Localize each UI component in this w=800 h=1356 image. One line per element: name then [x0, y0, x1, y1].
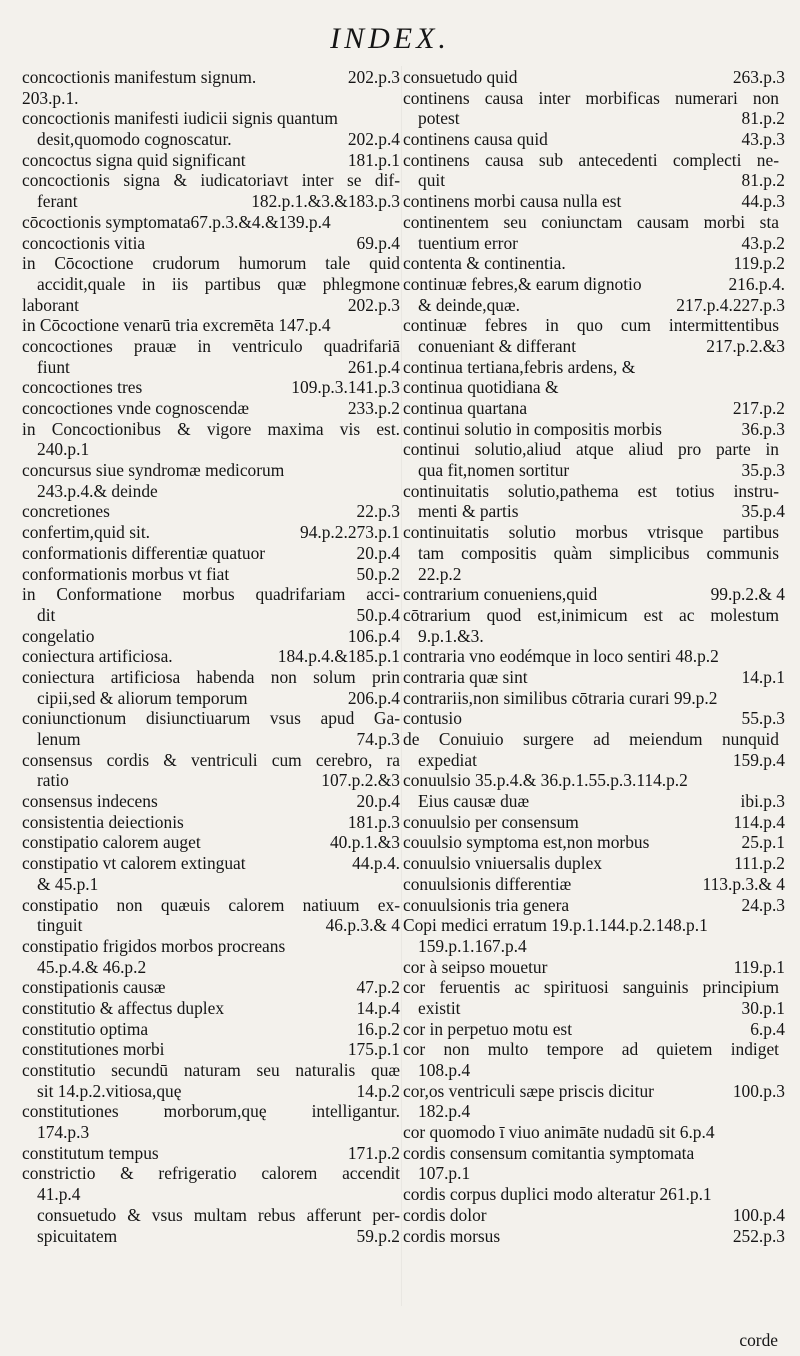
- index-entry-text: quit: [418, 170, 446, 191]
- index-entry-text: concoctus signa quid significant: [22, 149, 246, 170]
- index-entry-text: concoctionis signa & iudicatoriavt inter se dif-: [22, 170, 400, 191]
- index-entry-ref: 74.p.3: [356, 729, 400, 749]
- index-entry-text: 41.p.4: [37, 1184, 81, 1205]
- index-entry-text: accidit,quale in iis partibus quæ phlegmone: [37, 273, 400, 294]
- index-entry-text: lenum: [37, 729, 81, 749]
- index-entry-ref: 99.p.2.& 4: [710, 584, 785, 605]
- index-entry-line: [22, 1101, 400, 1122]
- index-entry-line: [22, 936, 400, 957]
- index-entry-line: [403, 273, 785, 295]
- index-entry-ref: 40.p.1.&3: [329, 832, 400, 853]
- index-entry-text: cōtrarium quod est,inimicum est ac molestum: [403, 604, 779, 625]
- index-entry-line: [403, 1080, 785, 1102]
- index-entry-line: [22, 915, 400, 936]
- index-entry-ref: 233.p.2: [347, 398, 400, 418]
- index-entry-text: & deinde,quæ.: [418, 294, 520, 315]
- index-entry-line: [22, 791, 400, 812]
- index-entry-text: desit,quomodo cognoscatur.: [37, 129, 232, 150]
- index-entry-text: conuulsio 35.p.4.& 36.p.1.55.p.3.114.p.2: [403, 770, 688, 791]
- index-entry-text: cordis dolor: [403, 1204, 487, 1225]
- index-entry-text: 22.p.2: [418, 563, 462, 584]
- index-entry-line: [22, 357, 400, 378]
- index-entry-text: concoctiones tres: [22, 377, 143, 398]
- index-entry-line: [403, 605, 779, 626]
- index-entry-text: laborant: [22, 294, 79, 315]
- index-entry-text: constitutiones morborum,quę intelligantur.: [22, 1101, 400, 1122]
- index-entry-ref: 81.p.2: [741, 170, 785, 191]
- index-entry-line: [22, 626, 400, 647]
- index-entry-line: [403, 626, 779, 647]
- index-entry-line: [22, 88, 400, 109]
- index-entry-ref: 36.p.3: [741, 418, 785, 439]
- index-entry-text: continens causa inter morbificas numerari non: [403, 87, 779, 108]
- index-entry-line: [22, 1039, 400, 1060]
- index-entry-text: continuitatis solutio,pathema est totius instru-: [403, 480, 779, 501]
- index-entry-line: [22, 1122, 400, 1143]
- index-entry-line: [22, 543, 400, 564]
- index-entry-ref: 6.p.4: [750, 1018, 785, 1039]
- index-entry-ref: 35.p.3: [741, 460, 785, 481]
- index-entry-line: [403, 377, 779, 398]
- index-entry-line: [22, 1205, 400, 1226]
- index-entry-line: [403, 232, 785, 254]
- index-entry-line: [22, 564, 400, 585]
- index-entry-line: [403, 646, 779, 667]
- index-entry-ref: 119.p.2: [733, 253, 785, 274]
- index-entry-line: [403, 1122, 779, 1143]
- index-entry-ref: 206.p.4: [347, 687, 400, 708]
- index-entry-line: [22, 1143, 400, 1164]
- index-entry-ref: 181.p.3: [347, 811, 400, 832]
- index-entry-line: [403, 915, 779, 936]
- index-entry-line: [22, 233, 400, 254]
- index-entry-text: 45.p.4.& 46.p.2: [37, 956, 147, 977]
- index-entry-text: contenta & continentia.: [403, 253, 566, 274]
- index-entry-text: confertim,quid sit.: [22, 522, 150, 543]
- index-entry-text: cor à seipso mouetur: [403, 956, 548, 977]
- index-entry-text: continua tertiana,febris ardens, &: [403, 356, 636, 377]
- index-entry-text: 182.p.4: [418, 1101, 471, 1122]
- index-entry-ref: 261.p.4: [347, 356, 400, 377]
- index-entry-line: [403, 873, 785, 895]
- index-entry-line: [403, 335, 785, 357]
- index-entry-text: tam compositis quàm simplicibus communis: [418, 542, 779, 563]
- index-entry-line: [22, 750, 400, 771]
- index-entry-text: consistentia deiectionis: [22, 811, 184, 832]
- index-entry-text: constitutio optima: [22, 1018, 149, 1039]
- index-entry-line: [22, 729, 400, 750]
- index-entry-ref: 44.p.4.: [352, 853, 400, 874]
- index-entry-line: [403, 811, 785, 833]
- index-entry-ref: 171.p.2: [347, 1142, 400, 1163]
- index-entry-ref: 24.p.3: [741, 894, 785, 915]
- index-entry-line: [403, 1143, 779, 1164]
- index-entry-text: continui solutio,aliud atque aliud pro parte in: [403, 439, 779, 460]
- index-entry-line: [22, 274, 400, 295]
- index-entry-text: couulsio symptoma est,non morbus: [403, 832, 650, 853]
- index-entry-text: qua fit,nomen sortitur: [418, 460, 570, 481]
- index-entry-line: [403, 1204, 785, 1226]
- index-entry-line: [403, 129, 785, 150]
- index-entry-line: [403, 170, 785, 191]
- index-entry-text: constitutum tempus: [22, 1142, 159, 1163]
- index-entry-text: cor in perpetuo motu est: [403, 1018, 573, 1039]
- index-entry-text: consuetudo quid: [403, 67, 518, 87]
- index-entry-line: [22, 853, 400, 874]
- index-entry-text: cipii,sed & aliorum temporum: [37, 687, 248, 708]
- index-entry-text: conformationis differentiæ quatuor: [22, 542, 266, 563]
- index-entry-line: [403, 1039, 779, 1060]
- index-entry-ref: 55.p.3: [741, 708, 785, 729]
- index-entry-text: constipatio vt calorem extinguat: [22, 853, 246, 874]
- index-entry-line: [403, 67, 785, 88]
- index-entry-text: continens causa quid: [403, 129, 548, 150]
- index-entry-text: 203.p.1.: [22, 87, 79, 108]
- index-entry-ref: 25.p.1: [741, 832, 785, 853]
- index-entry-line: [22, 253, 400, 274]
- index-entry-line: [403, 191, 785, 212]
- index-entry-text: in Conformatione morbus quadrifariam acci-: [22, 584, 400, 605]
- index-entry-line: [403, 212, 779, 233]
- catchword: corde: [739, 1330, 778, 1350]
- index-entry-text: spicuitatem: [37, 1225, 118, 1246]
- index-entry-text: constitutio & affectus duplex: [22, 997, 225, 1018]
- index-entry-ref: 181.p.1: [347, 149, 400, 170]
- index-entry-text: continuæ febres in quo cum intermittentibus: [403, 315, 779, 336]
- index-entry-text: 9.p.1.&3.: [418, 625, 484, 646]
- index-entry-line: [403, 791, 785, 812]
- index-entry-text: 174.p.3: [37, 1122, 90, 1143]
- index-entry-line: [22, 895, 400, 916]
- index-entry-text: continua quotidiana &: [403, 377, 559, 398]
- index-entry-line: [403, 729, 779, 750]
- index-entry-text: coniunctionum disiunctiuarum vsus apud Ga-: [22, 708, 400, 729]
- index-column-left: [22, 67, 400, 1246]
- index-entry-line: [403, 294, 785, 316]
- index-entry-text: conuulsio vniuersalis duplex: [403, 853, 602, 874]
- index-entry-line: [22, 1163, 400, 1184]
- index-entry-text: concoctiones vnde cognoscendæ: [22, 398, 249, 418]
- index-entry-line: [403, 853, 785, 874]
- index-entry-line: [22, 605, 400, 626]
- index-entry-line: [22, 315, 400, 336]
- index-entry-text: contusio: [403, 708, 462, 729]
- index-entry-line: [403, 439, 779, 460]
- index-entry-text: consuetudo & vsus multam rebus afferunt per-: [37, 1204, 400, 1225]
- index-entry-text: conuulsionis differentiæ: [403, 873, 572, 894]
- index-entry-ref: ibi.p.3: [740, 791, 785, 812]
- index-entry-text: constipatio calorem auget: [22, 832, 201, 853]
- index-entry-line: [22, 1081, 400, 1102]
- index-entry-ref: 30.p.1: [741, 997, 785, 1018]
- index-entry-line: [22, 977, 400, 998]
- index-entry-text: existit: [418, 997, 461, 1018]
- index-entry-text: coniectura artificiosa.: [22, 646, 173, 667]
- index-entry-text: 107.p.1: [418, 1163, 471, 1184]
- index-column-right: [403, 67, 785, 1246]
- column-gutter: [401, 66, 402, 1306]
- index-entry-ref: 217.p.2: [732, 398, 785, 418]
- index-entry-ref: 159.p.4: [732, 749, 785, 770]
- index-entry-line: [403, 150, 779, 171]
- index-entry-text: cor non multo tempore ad quietem indiget: [403, 1039, 779, 1060]
- index-entry-text: continens morbi causa nulla est: [403, 191, 622, 212]
- index-entry-line: [403, 501, 785, 522]
- index-entry-line: [403, 1060, 779, 1081]
- index-entry-text: continuæ febres,& earum dignotio: [403, 273, 642, 294]
- index-entry-line: [403, 688, 779, 709]
- index-entry-line: [403, 357, 779, 378]
- index-entry-line: [22, 832, 400, 853]
- index-entry-line: [22, 67, 400, 88]
- index-entry-text: contraria vno eodémque in loco sentiri 48.p.2: [403, 646, 719, 667]
- index-entry-line: [22, 584, 400, 605]
- index-entry-text: tinguit: [37, 915, 83, 936]
- index-entry-ref: 111.p.2: [734, 853, 785, 874]
- index-entry-ref: 43.p.2: [741, 232, 785, 253]
- index-entry-ref: 44.p.3: [741, 191, 785, 212]
- index-entry-ref: 35.p.4: [741, 501, 785, 522]
- index-entry-text: cōcoctionis symptomata67.p.3.&4.&139.p.4: [22, 211, 331, 232]
- index-entry-ref: 182.p.1.&3.&183.p.3: [251, 191, 400, 212]
- index-entry-line: [403, 564, 779, 585]
- index-entry-text: conuulsio per consensum: [403, 811, 579, 832]
- index-entry-text: 240.p.1: [37, 439, 90, 460]
- index-entry-line: [22, 522, 400, 543]
- index-entry-text: contraria quæ sint: [403, 666, 528, 687]
- index-entry-line: [22, 998, 400, 1019]
- index-entry-line: [403, 1184, 779, 1205]
- index-entry-line: [403, 108, 785, 129]
- index-entry-line: [22, 1184, 400, 1205]
- index-entry-ref: 20.p.4: [356, 791, 400, 812]
- index-entry-text: contrariis,non similibus cōtraria curari 99.p.2: [403, 687, 718, 708]
- index-entry-text: Copi medici erratum 19.p.1.144.p.2.148.p.1: [403, 915, 708, 936]
- index-entry-text: sit 14.p.2.vitiosa,quę: [37, 1080, 182, 1101]
- index-entry-line: [22, 129, 400, 150]
- index-entry-ref: 100.p.3: [732, 1080, 785, 1101]
- index-entry-line: [403, 936, 779, 957]
- index-entry-line: [22, 336, 400, 357]
- index-entry-text: menti & partis: [418, 501, 519, 522]
- index-entry-ref: 202.p.4: [347, 129, 400, 150]
- index-entry-line: [22, 170, 400, 191]
- index-entry-ref: 106.p.4: [347, 625, 400, 646]
- index-entry-ref: 22.p.3: [356, 501, 400, 522]
- index-entry-ref: 14.p.4: [356, 997, 400, 1018]
- index-entry-text: cordis consensum comitantia symptomata: [403, 1142, 695, 1163]
- index-entry-text: Eius causæ duæ: [418, 791, 530, 812]
- index-entry-ref: 263.p.3: [732, 67, 785, 87]
- index-entry-line: [22, 419, 400, 440]
- index-entry-ref: 217.p.2.&3: [706, 335, 785, 356]
- index-entry-ref: 119.p.1: [733, 956, 785, 977]
- index-entry-ref: 216.p.4.: [728, 273, 785, 294]
- index-entry-text: 243.p.4.& deinde: [37, 480, 158, 501]
- index-entry-ref: 114.p.4: [733, 811, 785, 832]
- index-entry-text: coniectura artificiosa habenda non solum prin: [22, 666, 400, 687]
- index-entry-line: [403, 418, 785, 440]
- index-entry-text: constipatio non quæuis calorem natiuum ex-: [22, 894, 400, 915]
- index-entry-text: consensus cordis & ventriculi cum cerebro, ra: [22, 749, 400, 770]
- index-entry-line: [22, 439, 400, 460]
- index-entry-ref: 16.p.2: [356, 1018, 400, 1039]
- index-entry-ref: 69.p.4: [356, 232, 400, 253]
- index-entry-line: [403, 832, 785, 853]
- index-entry-text: dit: [37, 604, 56, 625]
- index-entry-ref: 81.p.2: [741, 108, 785, 129]
- index-entry-text: ratio: [37, 770, 69, 791]
- index-entry-line: [403, 522, 779, 543]
- index-entry-line: [22, 957, 400, 978]
- index-entry-line: [403, 997, 785, 1019]
- index-entry-line: [22, 874, 400, 895]
- index-entry-ref: 43.p.3: [741, 129, 785, 150]
- index-entry-ref: 184.p.4.&185.p.1: [277, 646, 400, 667]
- index-entry-line: [403, 1101, 779, 1122]
- index-entry-text: continui solutio in compositis morbis: [403, 418, 662, 439]
- index-entry-text: constipationis causæ: [22, 977, 166, 998]
- index-entry-line: [403, 770, 779, 791]
- index-entry-text: in Concoctionibus & vigore maxima vis est.: [22, 418, 400, 439]
- index-entry-line: [403, 708, 785, 729]
- index-entry-text: constrictio & refrigeratio calorem accendit: [22, 1163, 400, 1184]
- index-entry-line: [22, 108, 400, 129]
- index-entry-line: [22, 398, 400, 419]
- index-entry-line: [403, 460, 785, 481]
- index-entry-ref: 46.p.3.& 4: [325, 915, 400, 936]
- index-entry-ref: 109.p.3.141.p.3: [291, 377, 400, 398]
- index-entry-line: [403, 315, 779, 336]
- index-entry-line: [403, 1163, 779, 1184]
- index-entry-text: conuulsionis tria genera: [403, 894, 570, 915]
- index-entry-ref: 50.p.2: [356, 563, 400, 584]
- index-entry-line: [22, 377, 400, 398]
- index-entry-text: congelatio: [22, 625, 95, 646]
- index-entry-line: [22, 646, 400, 667]
- index-entry-ref: 100.p.4: [732, 1204, 785, 1225]
- index-entry-line: [403, 253, 785, 274]
- index-entry-ref: 202.p.3: [347, 294, 400, 315]
- index-entry-ref: 47.p.2: [356, 977, 400, 998]
- index-entry-line: [22, 667, 400, 688]
- index-entry-line: [403, 977, 779, 998]
- index-entry-line: [22, 212, 400, 233]
- index-entry-text: concoctionis vitia: [22, 232, 146, 253]
- index-entry-ref: 14.p.2: [356, 1080, 400, 1101]
- index-entry-line: [22, 708, 400, 729]
- index-entry-text: in Cōcoctione crudorum humorum tale quid: [22, 253, 400, 274]
- index-entry-text: conformationis morbus vt fiat: [22, 563, 230, 584]
- index-entry-text: constitutio secundū naturam seu naturalis quæ: [22, 1060, 400, 1080]
- index-entry-line: [403, 1018, 785, 1040]
- index-entry-text: fiunt: [37, 356, 70, 377]
- index-entry-text: tuentium error: [418, 232, 518, 253]
- index-entry-text: cor feruentis ac spirituosi sanguinis principium: [403, 977, 779, 998]
- index-entry-text: in Cōcoctione venarū tria excremēta 147.p.4: [22, 315, 331, 336]
- index-entry-ref: 107.p.2.&3: [321, 770, 400, 791]
- index-entry-line: [403, 749, 785, 771]
- index-entry-text: concursus siue syndromæ medicorum: [22, 460, 285, 481]
- index-entry-text: conueniant & differant: [418, 335, 577, 356]
- index-entry-text: concoctiones prauæ in ventriculo quadrifariā: [22, 335, 400, 356]
- index-entry-text: concoctionis manifestum signum.: [22, 67, 257, 87]
- index-entry-text: contrarium conueniens,quid: [403, 584, 598, 605]
- index-entry-line: [22, 812, 400, 833]
- index-entry-line: [22, 191, 400, 212]
- index-entry-text: continuitatis solutio morbus vtrisque partibus: [403, 522, 779, 543]
- index-entry-line: [22, 460, 400, 481]
- index-entry-text: cor,os ventriculi sæpe priscis dicitur: [403, 1080, 654, 1101]
- index-entry-text: constipatio frigidos morbos procreans: [22, 935, 286, 956]
- index-entry-text: consensus indecens: [22, 791, 158, 812]
- index-entry-text: constitutiones morbi: [22, 1039, 165, 1060]
- page-header-text: INDEX.: [330, 22, 450, 55]
- index-entry-line: [403, 956, 785, 978]
- index-entry-text: concoctionis manifesti iudicii signis quantum: [22, 108, 338, 129]
- index-entry-ref: 217.p.4.227.p.3: [676, 294, 785, 315]
- index-entry-text: potest: [418, 108, 460, 129]
- index-entry-line: [22, 150, 400, 171]
- index-entry-text: cordis morsus: [403, 1225, 501, 1246]
- index-entry-text: de Conuiuio surgere ad meiendum nunquid: [403, 729, 779, 749]
- index-entry-line: [22, 1226, 400, 1247]
- index-entry-line: [22, 1019, 400, 1040]
- index-entry-ref: 175.p.1: [347, 1039, 400, 1060]
- index-entry-text: expediat: [418, 749, 477, 770]
- index-entry-text: ferant: [37, 191, 78, 212]
- index-entry-text: & 45.p.1: [37, 873, 99, 894]
- index-entry-line: [22, 481, 400, 502]
- index-entry-line: [22, 770, 400, 791]
- index-entry-line: [403, 398, 785, 419]
- index-entry-line: [22, 295, 400, 316]
- index-entry-text: cordis corpus duplici modo alteratur 261.p.1: [403, 1184, 712, 1205]
- index-entry-text: continens causa sub antecedenti complecti ne-: [403, 149, 779, 170]
- index-entry-ref: 59.p.2: [356, 1225, 400, 1246]
- index-entry-line: [403, 1225, 785, 1247]
- index-entry-text: continua quartana: [403, 398, 528, 418]
- index-entry-line: [403, 543, 779, 564]
- index-entry-text: cor quomodo ī viuo animāte nudadū sit 6.p.4: [403, 1122, 715, 1143]
- index-entry-line: [403, 666, 785, 688]
- index-entry-ref: 94.p.2.273.p.1: [300, 522, 400, 543]
- index-entry-text: continentem seu coniunctam causam morbi sta: [403, 211, 779, 232]
- index-entry-ref: 202.p.3: [347, 67, 400, 87]
- index-entry-ref: 14.p.1: [741, 666, 785, 687]
- index-entry-ref: 113.p.3.& 4: [702, 873, 785, 894]
- index-entry-ref: 20.p.4: [356, 542, 400, 563]
- index-entry-text: concretiones: [22, 501, 110, 522]
- index-entry-ref: 50.p.4: [356, 604, 400, 625]
- page-header: [0, 22, 800, 56]
- index-entry-line: [22, 688, 400, 709]
- index-entry-line: [22, 1060, 400, 1081]
- index-entry-line: [403, 894, 785, 916]
- index-entry-line: [403, 584, 785, 605]
- index-entry-line: [403, 88, 779, 109]
- index-entry-text: 159.p.1.167.p.4: [418, 935, 527, 956]
- index-entry-text: 108.p.4: [418, 1060, 471, 1080]
- index-entry-line: [22, 501, 400, 522]
- index-entry-ref: 252.p.3: [732, 1225, 785, 1246]
- index-entry-line: [403, 481, 779, 502]
